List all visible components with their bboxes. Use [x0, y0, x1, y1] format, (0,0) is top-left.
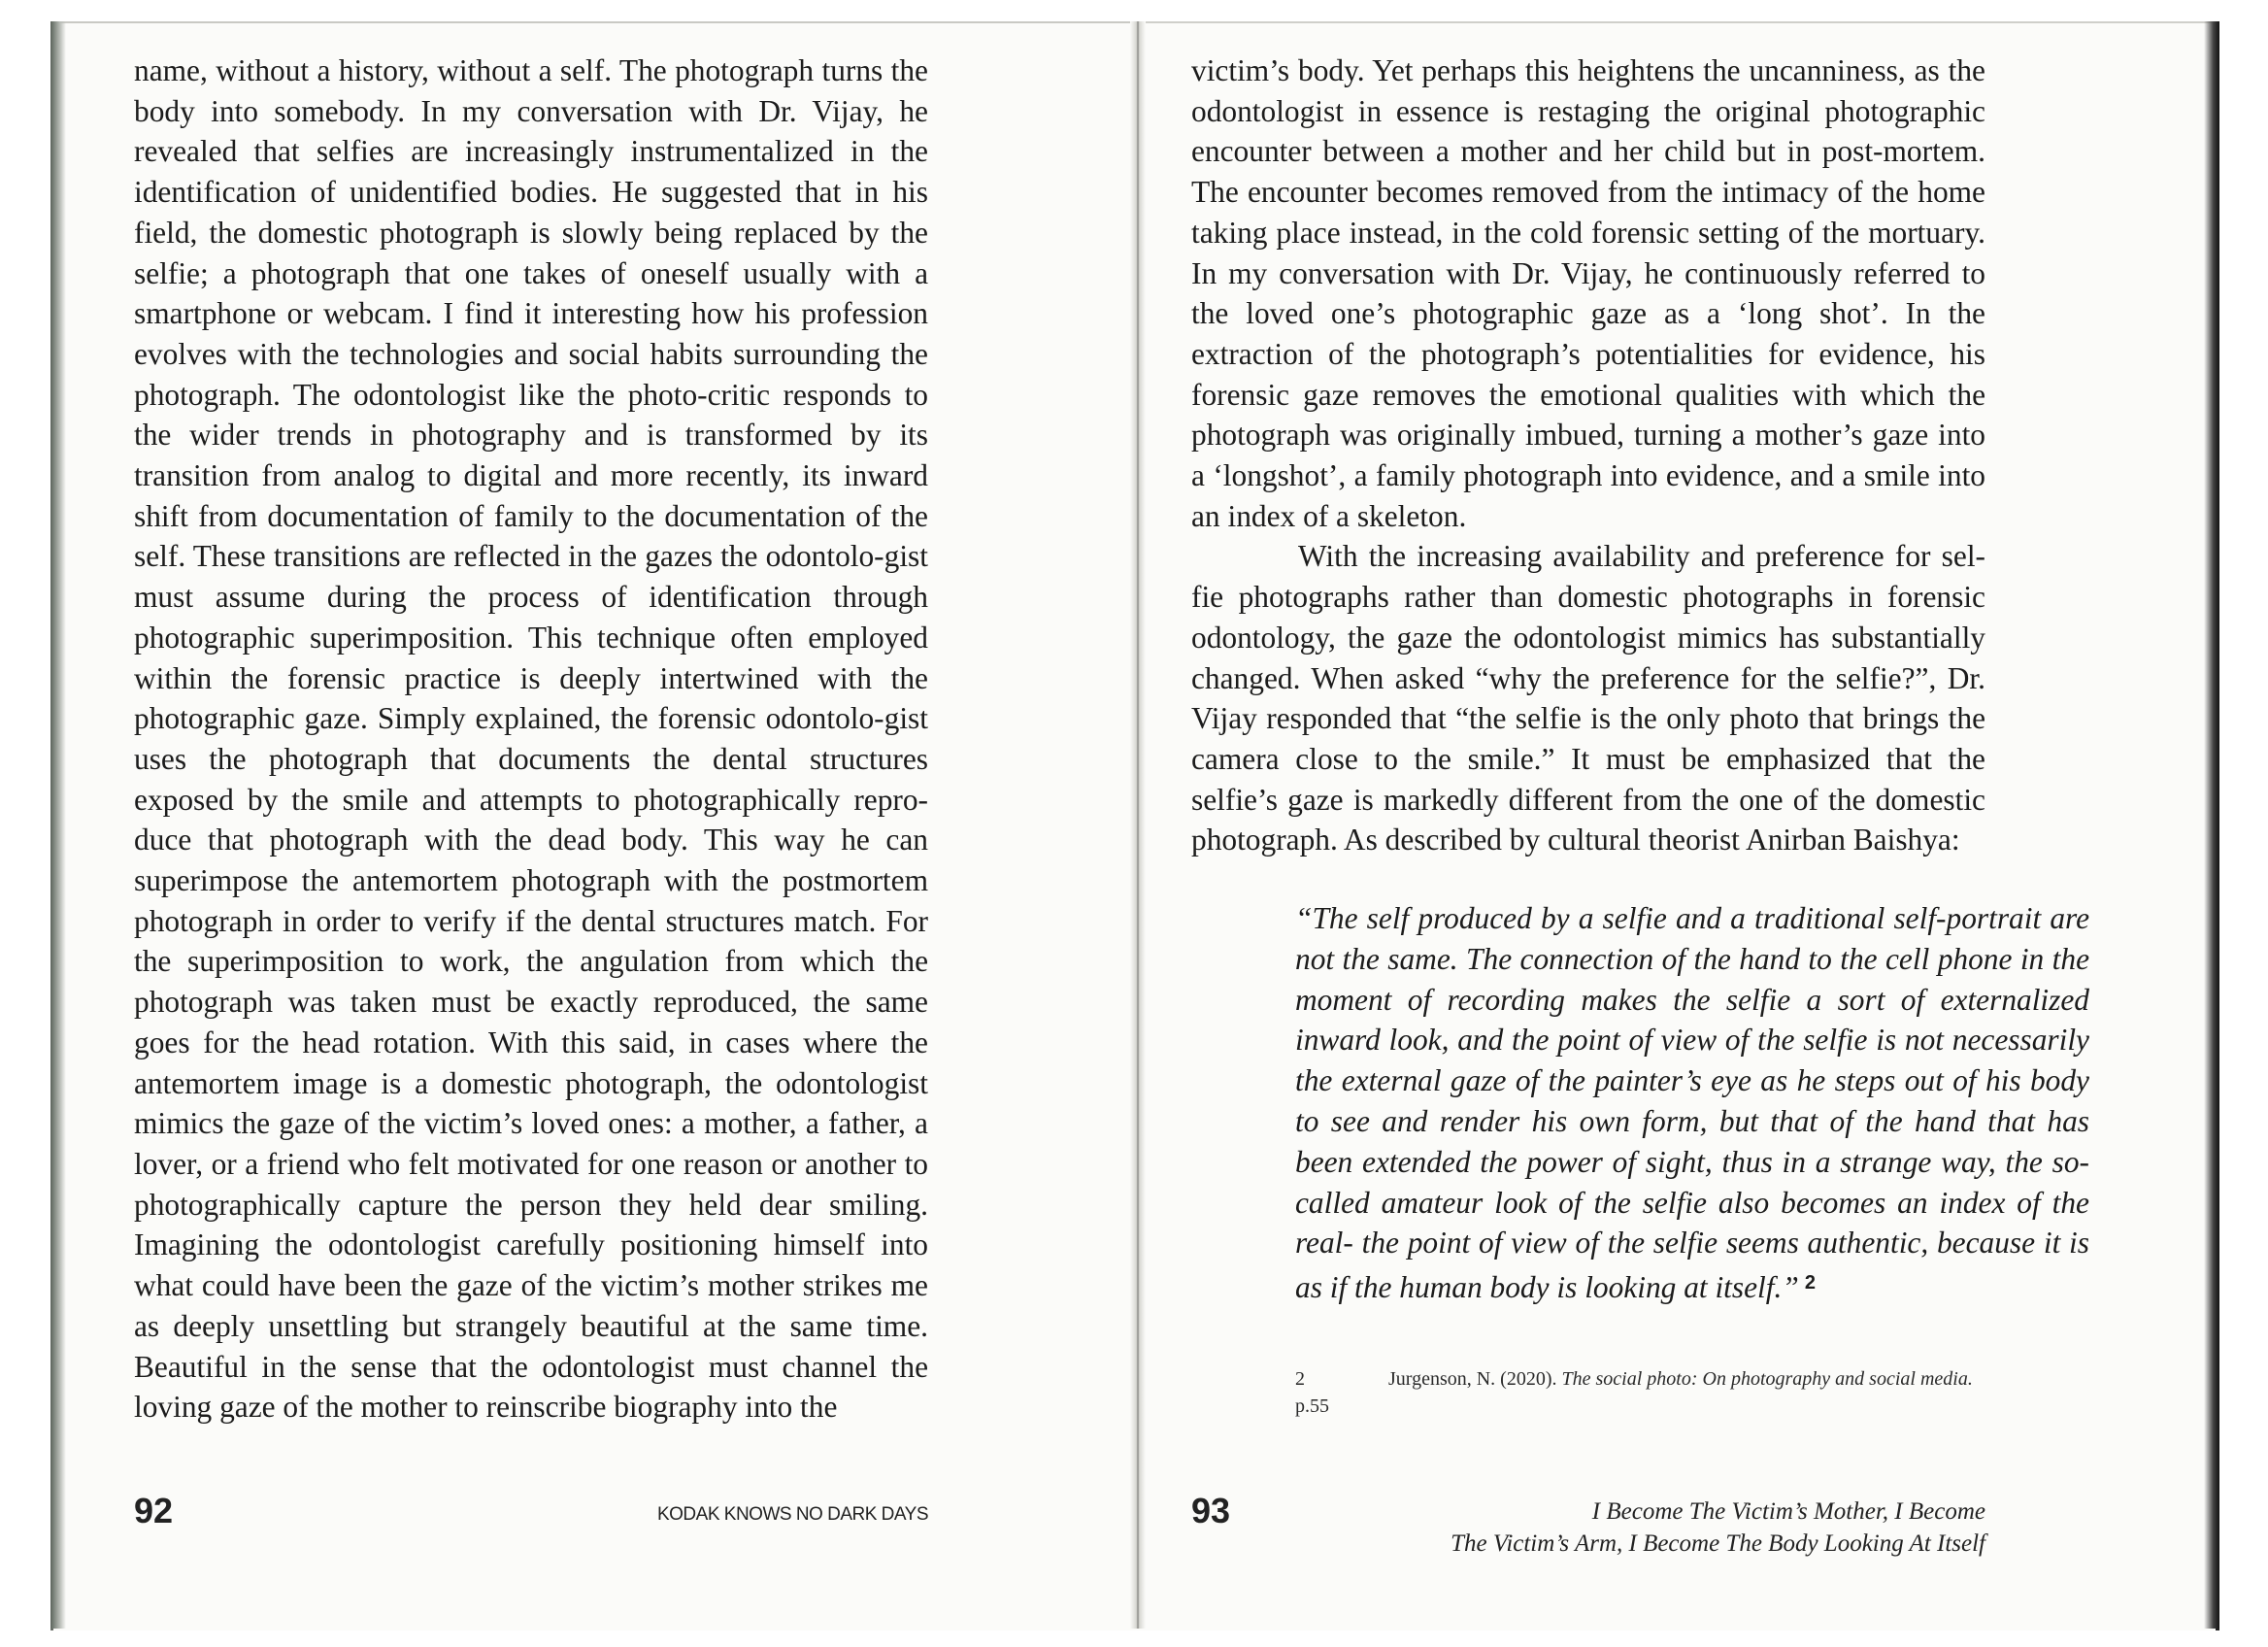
footnote [1295, 1365, 1975, 1420]
page-number-left: 92 [134, 1491, 174, 1530]
right-body-text [1191, 50, 1985, 860]
running-head-right-line-2: The Victim’s Arm, I Become The Body Looking At Itself [1451, 1530, 1985, 1557]
left-body-text: name, without a history, without a self. The photograph turns the body into somebody. In my conversation with Dr. Vijay, he revealed that selfies are increasingly instrumentalized in the identification of unidentified bodies. He suggested that in his field, the domestic photograph is slowly being replaced by the selfie; a photograph that one takes of oneself usually with a smartphone or webcam. I find it interesting how his profession evolves with the technologies and social habits surrounding the photograph. The odontologist like the photo-critic responds to the wider trends in photography and is transformed by its transition from analog to digital and more recently, its inward shift from documentation of family to the documentation of the self. These transitions are reflected in the gazes the odontolo-gist must assume during the process of identification through photographic superimposition. This technique often employed within the forensic practice is deeply intertwined with the photographic gaze. Simply explained, the forensic odontolo-gist uses the photograph that documents the dental structures exposed by the smile and attempts to photographically repro-duce that photograph with the dead body. This way he can superimpose the antemortem photograph with the postmortem photograph in order to verify if the dental structures match. For the superimposition to work, the angulation from which the photograph was taken must be exactly reproduced, the same goes for the head rotation. With this said, in cases where the antemortem image is a domestic photograph, the odontologist mimics the gaze of the victim’s loved ones: a mother, a father, a lover, or a friend who felt motivated for one reason or another to photographically capture the person they held dear smiling. Imagining the odontologist carefully positioning himself into what could have been the gaze of the victim’s mother strikes me as deeply unsettling but strangely beautiful at the same time. Beautiful in the sense that the odontologist must channel the loving gaze of the mother to reinscribe biography into the [134, 53, 928, 1425]
block-quote [1295, 898, 2089, 1308]
running-head-right-line-1: I Become The Victim’s Mother, I Become [1591, 1498, 1985, 1525]
left-page-edge [50, 21, 66, 1629]
right-page-edge [2204, 21, 2219, 1629]
footnote-reference: 2 [1804, 1272, 1816, 1294]
footnote-title: The social photo: On photography and social media. [1561, 1368, 1973, 1390]
right-paragraph-1: victim’s body. Yet perhaps this heightens the uncanniness, as the odontologist in essence is restaging the original photographic encounter between a mother and her child but in post-mortem. The encounter becomes removed from the intimacy of the home taking place instead, in the cold forensic setting of the mortuary. In my conversation with Dr. Vijay, he continuously referred to the loved one’s photographic gaze as a ‘long shot’. In the extraction of the photograph’s potentialities for evidence, his forensic gaze removes the emotional qualities with which the photograph was originally imbued, turning a mother’s gaze into a ‘longshot’, a family photograph into evidence, and a smile into an index of a skeleton. [1191, 53, 1985, 533]
book-gutter [1130, 21, 1146, 1629]
right-paragraph-2: With the increasing availability and preference for sel-fie photographs rather than domestic photographs in forensic odontology, the gaze the odontologist mimics has substantially changed. When asked “why the preference for the selfie?”, Dr. Vijay responded that “the selfie is the only photo that brings the camera close to the smile.” It must be emphasized that the selfie’s gaze is markedly different from the one of the domestic photograph. As described by cultural theorist Anirban Baishya: [1191, 539, 1985, 857]
page-number-right: 93 [1191, 1491, 1231, 1530]
running-head-left: KODAK KNOWS NO DARK DAYS [656, 1504, 928, 1525]
running-head-right [1340, 1496, 1985, 1560]
footnote-number: 2 [1295, 1368, 1305, 1390]
footnote-page: p.55 [1295, 1395, 1329, 1417]
quote-text: “The self produced by a selfie and a traditional self-portrait are not the same. The connection of the hand to the cell phone in the moment of recording makes the selfie a sort of externalized inward look, and the point of view of the selfie is not necessarily the external gaze of the painter’s eye as he steps out of his body to see and render his own form, but that of the hand that has been extended the power of sight, thus in a strange way, the so-called amateur look of the selfie also becomes an index of the real- the point of view of the selfie seems authentic, because it is as if the human body is looking at itself.” [1295, 901, 2089, 1305]
footnote-citation: Jurgenson, N. (2020). [1388, 1368, 1557, 1390]
